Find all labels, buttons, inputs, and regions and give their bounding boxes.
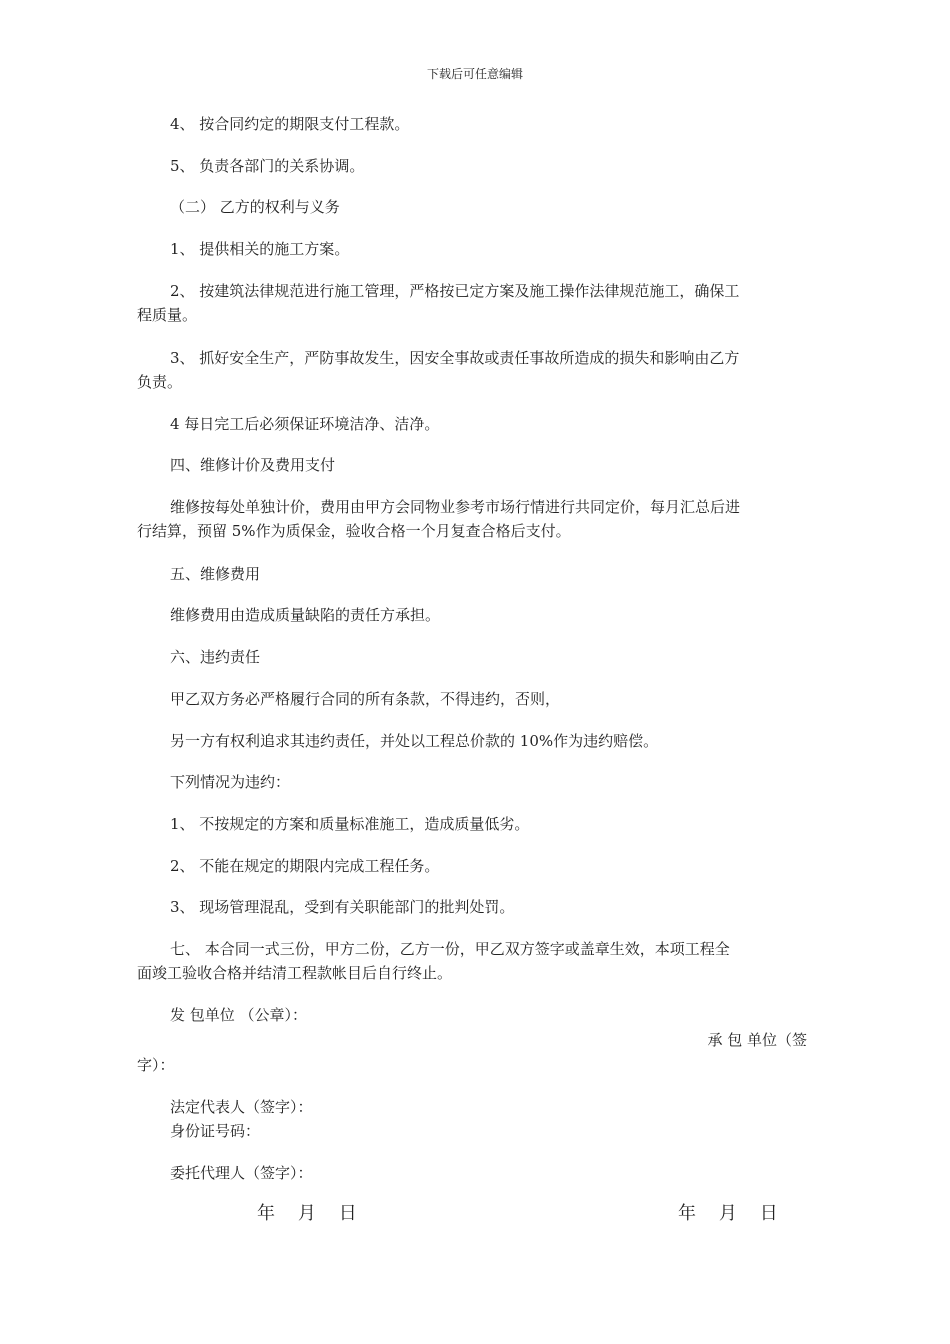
breach-item-3: 3、 现场管理混乱，受到有关职能部门的批判处罚。: [170, 898, 515, 916]
id-number-label: 身份证号码：: [170, 1122, 261, 1140]
section-5-heading: 五、维修费用: [170, 565, 261, 583]
clause-b2-line2: 程质量。: [137, 306, 198, 324]
legal-representative-label: 法定代表人（签字）：: [170, 1098, 313, 1116]
date-right: 年 月 日: [678, 1203, 778, 1224]
breach-list-heading: 下列情况为违约：: [170, 773, 291, 791]
section-5-text: 维修费用由造成质量缺陷的责任方承担。: [170, 606, 441, 624]
section-6-heading: 六、违约责任: [170, 648, 261, 666]
agent-label: 委托代理人（签字）：: [170, 1164, 313, 1182]
section-6-text-1: 甲乙双方务必严格履行合同的所有条款，不得违约，否则，: [170, 690, 561, 708]
date-left: 年 月 日: [257, 1203, 357, 1224]
party-b-label: 承 包 单位（签: [707, 1031, 807, 1049]
party-a-label: 发 包单位 （公章）：: [170, 1006, 308, 1024]
section-4-text-line1: 维修按每处单独计价，费用由甲方会同物业参考市场行情进行共同定价，每月汇总后进: [170, 498, 741, 516]
clause-b2-line1: 2、 按建筑法律规范进行施工管理，严格按已定方案及施工操作法律规范施工，确保工: [170, 282, 740, 300]
clause-a4: 4、 按合同约定的期限支付工程款。: [170, 115, 410, 133]
party-b-label-cont: 字）：: [137, 1056, 175, 1074]
section-7-line1: 七、 本合同一式三份，甲方二份，乙方一份，甲乙双方签字或盖章生效，本项工程全: [170, 940, 730, 958]
page-header: 下载后可任意编辑: [426, 67, 523, 81]
section-7-line2: 面竣工验收合格并结清工程款帐目后自行终止。: [137, 964, 453, 982]
breach-item-2: 2、 不能在规定的期限内完成工程任务。: [170, 857, 440, 875]
clause-b4: 4 每日完工后必须保证环境洁净、洁净。: [170, 415, 440, 433]
section-4-text-line2: 行结算，预留 5%作为质保金，验收合格一个月复查合格后支付。: [137, 522, 571, 540]
section-4-heading: 四、维修计价及费用支付: [170, 456, 336, 474]
clause-b3-line2: 负责。: [137, 373, 183, 391]
clause-b1: 1、 提供相关的施工方案。: [170, 240, 350, 258]
section-party-b-heading: （二） 乙方的权利与义务: [170, 198, 340, 216]
breach-item-1: 1、 不按规定的方案和质量标准施工，造成质量低劣。: [170, 815, 530, 833]
clause-b3-line1: 3、 抓好安全生产，严防事故发生，因安全事故或责任事故所造成的损失和影响由乙方: [170, 349, 740, 367]
clause-a5: 5、 负责各部门的关系协调。: [170, 157, 365, 175]
section-6-text-2: 另一方有权利追求其违约责任，并处以工程总价款的 10%作为违约赔偿。: [170, 732, 659, 750]
